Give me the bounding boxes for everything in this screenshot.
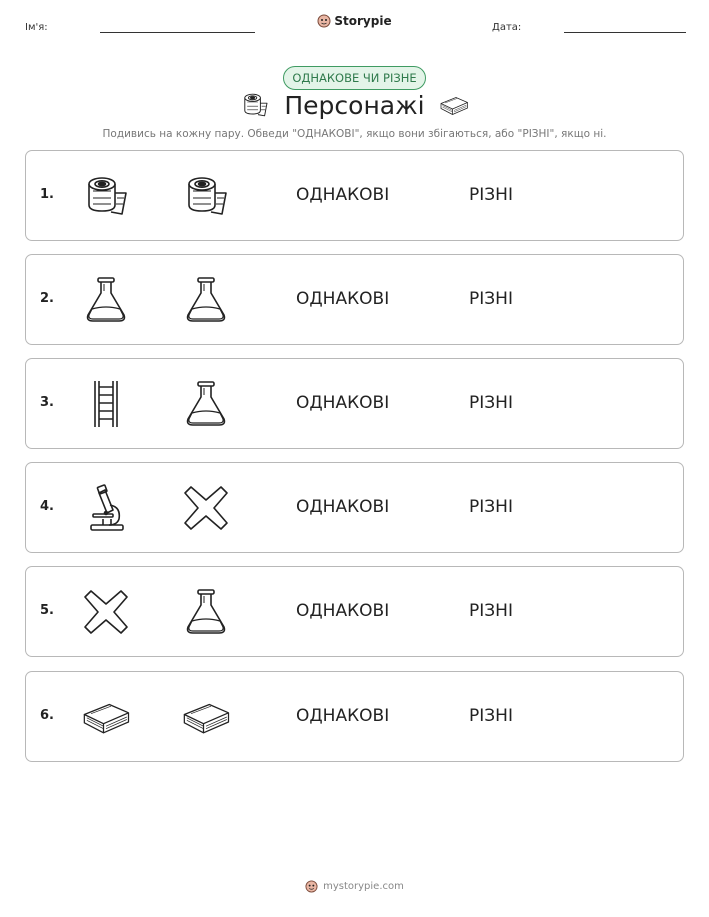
option-same[interactable]: ОДНАКОВІ — [296, 601, 390, 621]
ladder-icon — [81, 379, 131, 429]
name-line[interactable] — [100, 32, 255, 33]
page-title-block — [0, 90, 709, 126]
option-same[interactable]: ОДНАКОВІ — [296, 497, 390, 517]
question-number: 4. — [40, 499, 54, 514]
question-row — [25, 462, 684, 553]
question-number: 1. — [40, 187, 54, 202]
question-row — [25, 254, 684, 345]
option-same[interactable]: ОДНАКОВІ — [296, 706, 390, 726]
option-different[interactable]: РІЗНІ — [469, 393, 513, 413]
microscope-icon — [81, 483, 131, 533]
question-number: 2. — [40, 291, 54, 306]
toilet-paper-icon — [81, 171, 131, 221]
footer-url: mystorypie.com — [323, 881, 404, 892]
book-icon — [181, 692, 231, 742]
x-mark-icon — [81, 587, 131, 637]
option-different[interactable]: РІЗНІ — [469, 601, 513, 621]
option-different[interactable]: РІЗНІ — [469, 706, 513, 726]
activity-badge: ОДНАКОВЕ ЧИ РІЗНЕ — [283, 66, 426, 90]
name-label: Ім'я: — [25, 22, 48, 33]
storypie-logo-icon — [305, 880, 318, 893]
question-row — [25, 358, 684, 449]
flask-icon — [181, 587, 231, 637]
date-label: Дата: — [492, 22, 522, 33]
option-different[interactable]: РІЗНІ — [469, 185, 513, 205]
flask-icon — [181, 275, 231, 325]
toilet-paper-icon — [181, 171, 231, 221]
question-number: 6. — [40, 708, 54, 723]
question-number: 3. — [40, 395, 54, 410]
question-row — [25, 150, 684, 241]
footer — [0, 880, 709, 896]
option-different[interactable]: РІЗНІ — [469, 289, 513, 309]
question-number: 5. — [40, 603, 54, 618]
book-icon — [81, 692, 131, 742]
toilet-paper-icon — [240, 90, 270, 120]
instructions: Подивись на кожну пару. Обведи "ОДНАКОВІ", якщо вони збігаються, або "РІЗНІ", якщо ні. — [102, 128, 607, 140]
book-icon — [439, 90, 469, 120]
flask-icon — [181, 379, 231, 429]
date-line[interactable] — [564, 32, 686, 33]
flask-icon — [81, 275, 131, 325]
option-different[interactable]: РІЗНІ — [469, 497, 513, 517]
page-title: Персонажі — [284, 90, 425, 120]
question-row — [25, 566, 684, 657]
option-same[interactable]: ОДНАКОВІ — [296, 185, 390, 205]
x-mark-icon — [181, 483, 231, 533]
storypie-logo-icon — [317, 14, 331, 28]
brand-name: Storypie — [334, 14, 392, 28]
question-row — [25, 671, 684, 762]
option-same[interactable]: ОДНАКОВІ — [296, 393, 390, 413]
brand — [0, 13, 709, 32]
option-same[interactable]: ОДНАКОВІ — [296, 289, 390, 309]
